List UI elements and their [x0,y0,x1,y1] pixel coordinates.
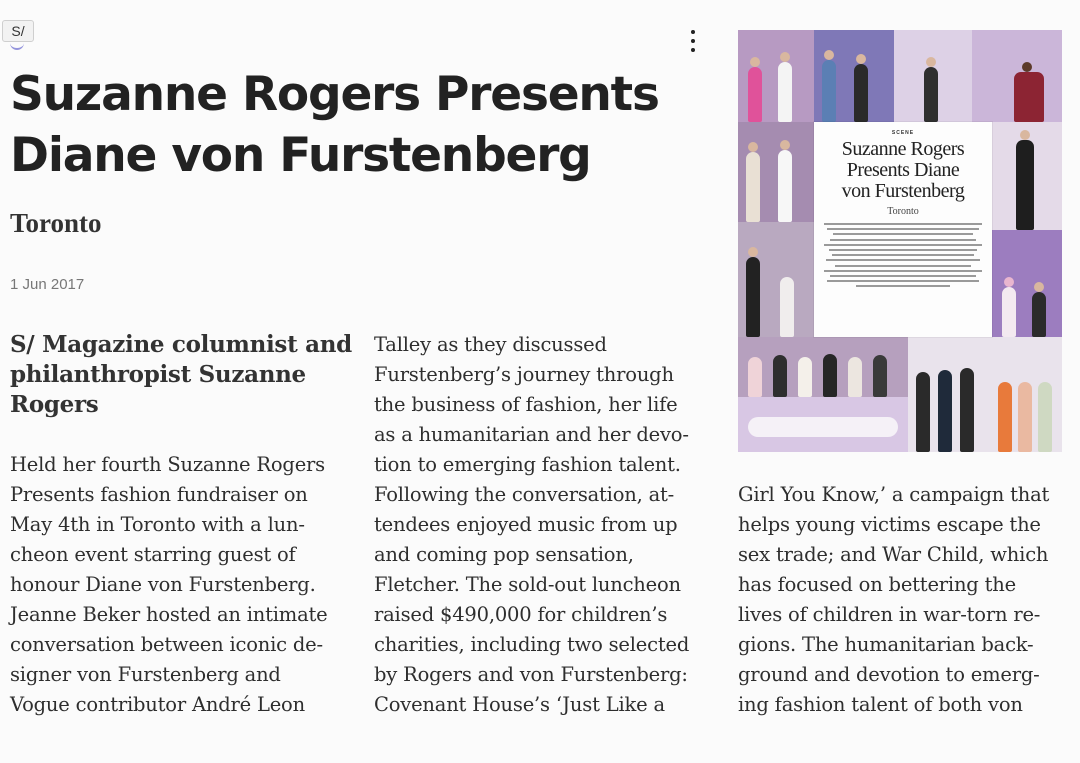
body-line: Vogue contributor André Leon [10,693,305,716]
article-title [10,64,659,186]
body-line: gions. The humanitarian back- [738,633,1034,656]
photo-tile [972,30,1062,122]
magazine-title-card [814,122,992,337]
body-line: tendees enjoyed music from up [374,513,678,536]
body-line: and coming pop sensation, [374,543,634,566]
article-paragraph [10,450,350,720]
vertical-ellipsis-icon [691,39,695,43]
logo-swoosh-icon [10,40,24,50]
body-line: signer von Furstenberg and [10,663,281,686]
photo-tile [992,230,1062,337]
body-line: tion to emerging fashion talent. [374,453,681,476]
article-column-3 [738,480,1078,720]
body-line: Covenant House’s ‘Just Like a [374,693,665,716]
body-line: by Rogers and von Furstenberg: [374,663,688,686]
body-line: Girl You Know,’ a campaign that [738,483,1050,506]
article-title-line: Diane von Furstenberg [10,128,591,183]
article-paragraph [374,330,714,720]
more-options-button[interactable] [684,30,702,52]
body-line: Following the conversation, at- [374,483,675,506]
body-line: ground and devotion to emerg- [738,663,1040,686]
lede-line: S/ Magazine columnist and [10,331,352,358]
magazine-title-line: Presents Diane [846,159,960,181]
article-column-1 [10,330,350,720]
photo-tile [738,222,814,337]
article-column-2 [374,330,714,720]
lede-line: philanthropist Suzanne [10,361,306,388]
magazine-title [814,139,992,202]
body-line: cheon event starring guest of [10,543,296,566]
body-line: raised $490,000 for children’s [374,603,668,626]
body-line: has focused on bettering the [738,573,1016,596]
body-line: Talley as they discussed [374,333,607,356]
body-line: Jeanne Beker hosted an intimate [10,603,328,626]
body-line: Furstenberg’s journey through [374,363,674,386]
lede-line: Rogers [10,391,99,418]
magazine-page-image[interactable] [738,30,1062,452]
body-line: conversation between iconic de- [10,633,323,656]
site-logo[interactable]: S/ [2,20,34,42]
magazine-title-line: von Furstenberg [841,180,965,202]
magazine-subtitle: Toronto [887,206,919,217]
article-date: 1 Jun 2017 [10,276,85,293]
body-line: Held her fourth Suzanne Rogers [10,453,325,476]
body-line: helps young victims escape the [738,513,1041,536]
photo-tile [992,122,1062,230]
body-line: the business of fashion, her life [374,393,678,416]
article-lede [10,330,350,420]
body-line: May 4th in Toronto with a lun- [10,513,305,536]
body-line: sex trade; and War Child, which [738,543,1049,566]
body-line: ing fashion talent of both von [738,693,1023,716]
body-line: charities, including two selected [374,633,690,656]
photo-tile [814,30,894,122]
article-paragraph [738,480,1078,720]
body-line: as a humanitarian and her devo- [374,423,689,446]
photo-tile [738,397,908,452]
vertical-ellipsis-icon [691,30,695,34]
photo-tile [738,337,908,397]
photo-tile [738,30,814,122]
magazine-body-text [824,223,982,287]
photo-tile [894,30,972,122]
article-title-line: Suzanne Rogers Presents [10,67,659,122]
photo-tile [738,122,814,222]
magazine-title-line: Suzanne Rogers [841,138,965,160]
magazine-kicker: SCENE [891,130,915,136]
body-line: Fletcher. The sold-out luncheon [374,573,681,596]
body-line: lives of children in war-torn re- [738,603,1041,626]
photo-tile [908,337,1062,452]
article-location: Toronto [10,208,102,238]
body-line: Presents fashion fundraiser on [10,483,308,506]
vertical-ellipsis-icon [691,48,695,52]
body-line: honour Diane von Furstenberg. [10,573,316,596]
